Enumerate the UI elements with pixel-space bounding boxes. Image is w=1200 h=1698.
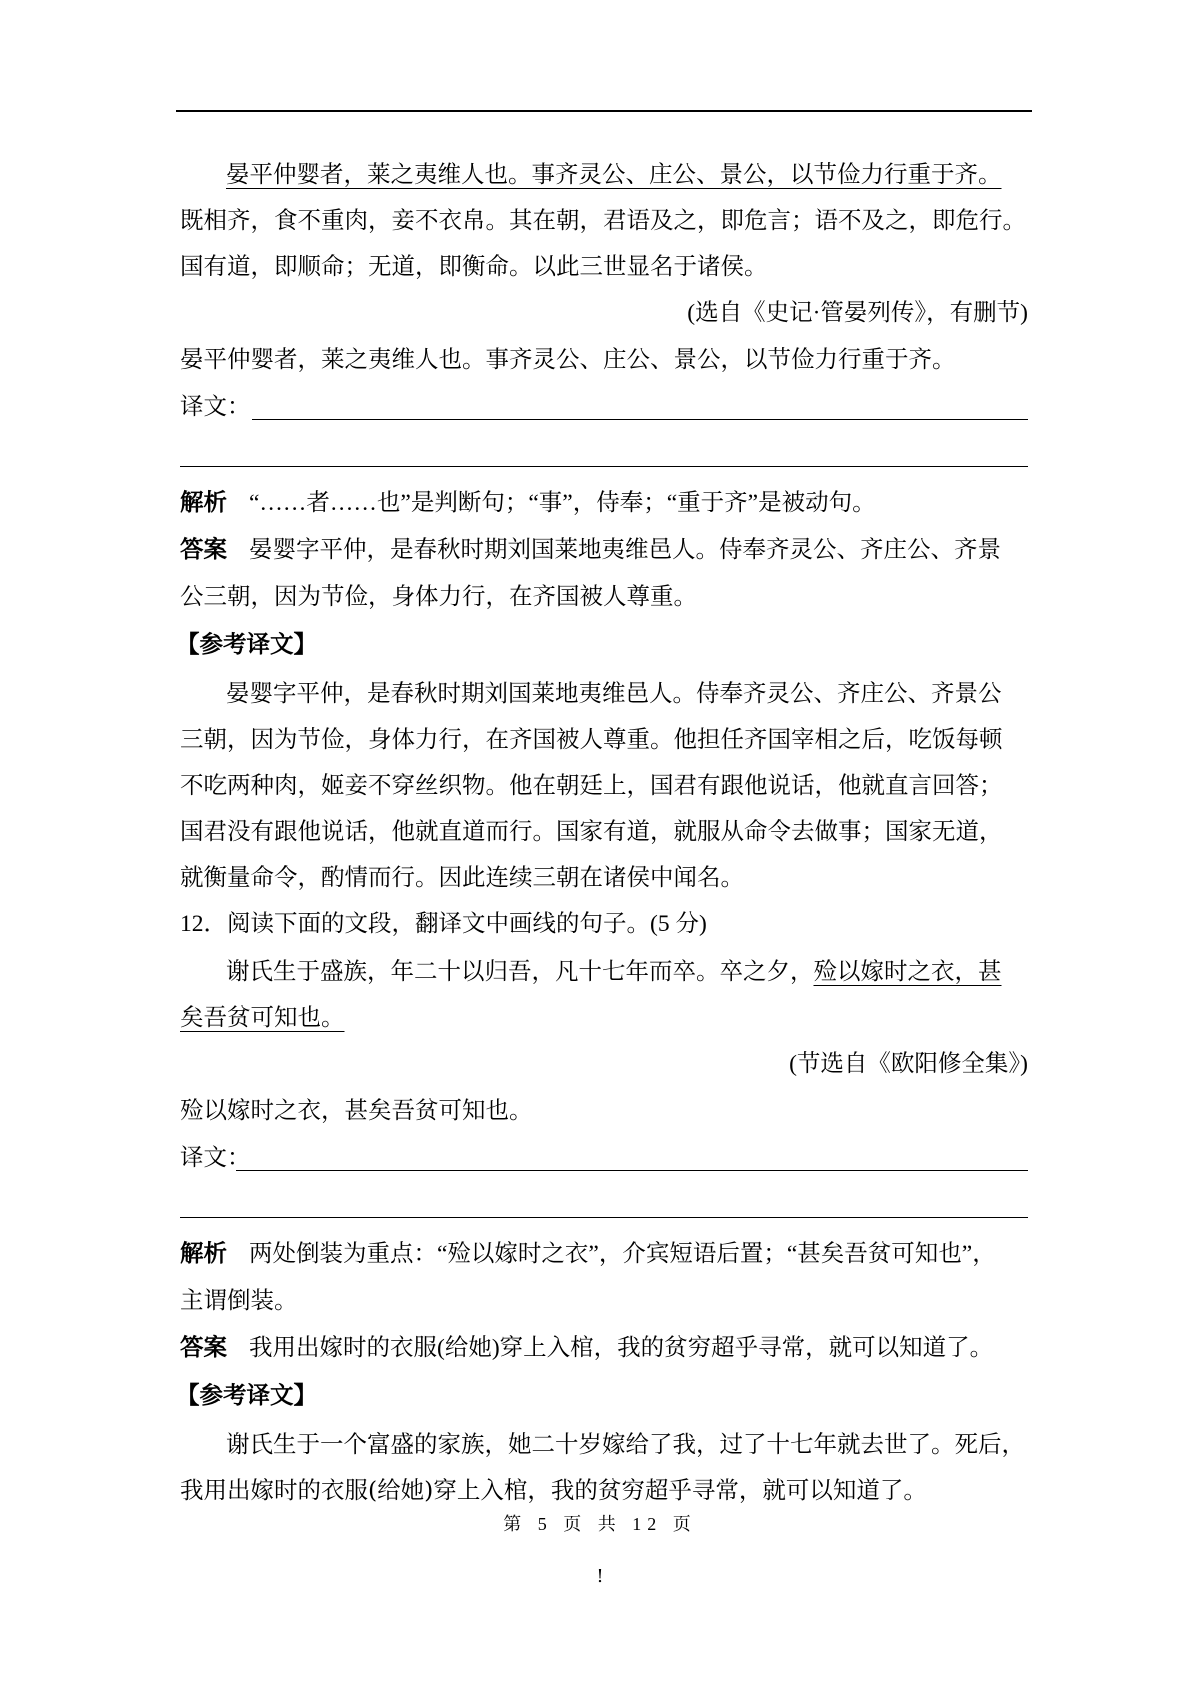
- q11-translation-blank-1[interactable]: [252, 419, 1028, 420]
- q12-answer-text: 我用出嫁时的衣服(给她)穿上入棺，我的贫穷超乎寻常，就可以知道了。: [249, 1335, 994, 1361]
- q12-reference-heading: 【参考译文】: [176, 1383, 317, 1409]
- q12-reference-line-2: 我用出嫁时的衣服(给她)穿上入棺，我的贫穷超乎寻常，就可以知道了。: [180, 1476, 927, 1504]
- q12-underlined-part-1: 殓以嫁时之衣，甚: [813, 957, 1002, 985]
- q12-source: (节选自《欧阳修全集》): [789, 1051, 1028, 1077]
- q11-translation-blank-2[interactable]: [180, 466, 1028, 467]
- q12-sentence: 殓以嫁时之衣，甚矣吾贫可知也。: [180, 1098, 533, 1124]
- q11-sentence: 晏平仲婴者，莱之夷维人也。事齐灵公、庄公、景公，以节俭力行重于齐。: [180, 347, 956, 373]
- q12-analysis-text-1: 两处倒装为重点：“殓以嫁时之衣”，介宾短语后置；“甚矣吾贫可知也”，: [249, 1241, 996, 1267]
- q11-analysis-label: 解析: [180, 490, 227, 516]
- q12-analysis-line-1: [180, 1237, 1028, 1271]
- q11-translation-label: 译文：: [180, 394, 251, 420]
- q12-translation-blank-2[interactable]: [180, 1217, 1028, 1218]
- header-rule: [176, 110, 1032, 112]
- q12-translation-blank-1[interactable]: [236, 1170, 1028, 1171]
- q11-answer-line-1: [180, 533, 1028, 567]
- q11-source: (选自《史记·管晏列传》，有删节): [687, 300, 1028, 326]
- q12-analysis-label: 解析: [180, 1241, 227, 1267]
- q12-answer: [180, 1331, 1028, 1365]
- q11-reference-heading: 【参考译文】: [176, 632, 317, 658]
- q11-answer-text-1: 晏婴字平仲，是春秋时期刘国莱地夷维邑人。侍奉齐灵公、齐庄公、齐景: [249, 537, 1001, 563]
- q11-analysis-text: “……者……也”是判断句；“事”，侍奉；“重于齐”是被动句。: [249, 490, 876, 516]
- q12-analysis-line-2: 主谓倒装。: [180, 1288, 298, 1314]
- q12-answer-label: 答案: [180, 1335, 227, 1361]
- q12-passage-text: 谢氏生于盛族，年二十以归吾，凡十七年而卒。卒之夕，: [226, 957, 814, 985]
- q11-underlined-sentence: 晏平仲婴者，莱之夷维人也。事齐灵公、庄公、景公，以节俭力行重于齐。: [226, 160, 1002, 188]
- q12-underlined-part-2: 矣吾贫可知也。: [180, 1003, 345, 1031]
- q12-passage-line-1: [226, 954, 1028, 988]
- page-number: 第 5 页 共 12 页: [503, 1514, 697, 1534]
- q12-translation-label: 译文：: [180, 1145, 251, 1171]
- q11-reference-line-1: 晏婴字平仲，是春秋时期刘国莱地夷维邑人。侍奉齐灵公、齐庄公、齐景公: [226, 679, 1002, 707]
- q11-answer-label: 答案: [180, 537, 227, 563]
- q11-reference-line-3: 不吃两种肉，姬妾不穿丝织物。他在朝廷上，国君有跟他说话，他就直言回答；: [180, 771, 1003, 799]
- q11-passage-line-1: [226, 157, 1028, 191]
- q12-title: 12．阅读下面的文段，翻译文中画线的句子。(5 分): [180, 911, 707, 937]
- q11-passage-line-3: 国有道，即顺命；无道，即衡命。以此三世显名于诸侯。: [180, 252, 768, 280]
- q11-reference-line-4: 国君没有跟他说话，他就直道而行。国家有道，就服从命令去做事；国家无道，: [180, 817, 1003, 845]
- q12-reference-line-1: 谢氏生于一个富盛的家族，她二十岁嫁给了我，过了十七年就去世了。死后，: [226, 1430, 1025, 1458]
- q11-reference-line-2: 三朝，因为节俭，身体力行，在齐国被人尊重。他担任齐国宰相之后，吃饭每顿: [180, 725, 1003, 753]
- footer-mark: !: [596, 1566, 604, 1587]
- q12-passage-line-2: [180, 1000, 1028, 1034]
- q11-analysis: [180, 486, 1028, 520]
- q11-passage-line-2: 既相齐，食不重肉，妾不衣帛。其在朝，君语及之，即危言；语不及之，即危行。: [180, 206, 1026, 234]
- q11-answer-line-2: 公三朝，因为节俭，身体力行，在齐国被人尊重。: [180, 584, 697, 610]
- q11-reference-line-5: 就衡量命令，酌情而行。因此连续三朝在诸侯中闻名。: [180, 863, 744, 891]
